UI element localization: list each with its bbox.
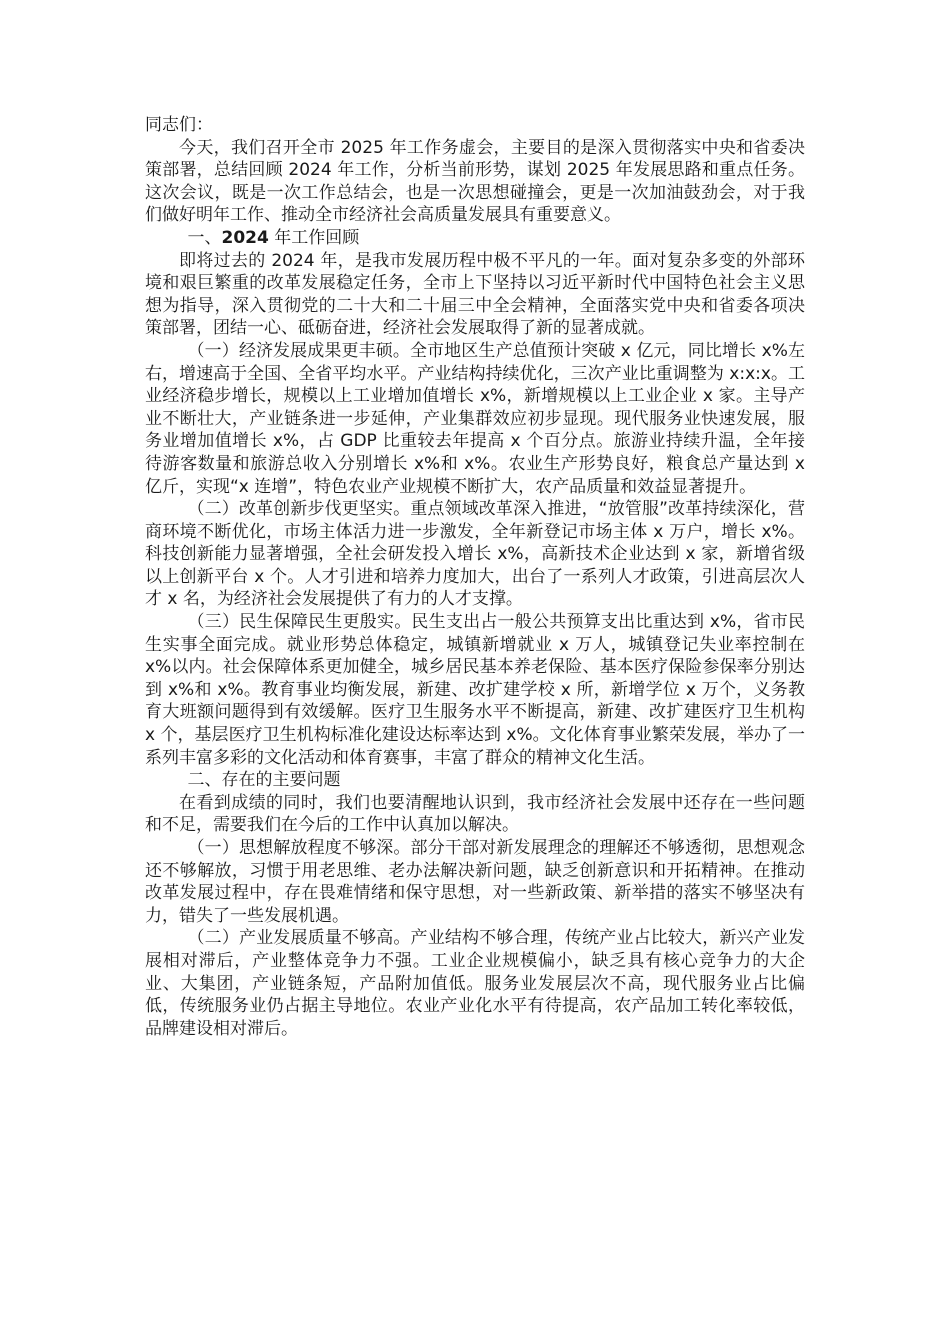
section-2-item-1: （一）思想解放程度不够深。部分干部对新发展理念的理解还不够透彻，思想观念还不够解放，习惯于用老思维、老办法解决新问题，缺乏创新意识和开拓精神。在推动改革发展过程中，存在畏难情绪和保守思想，对一些新政策、新举措的落实不够坚决有力，错失了一些发展机遇。 <box>145 838 805 926</box>
section-heading-1 <box>145 227 805 250</box>
section-1-item-3: （三）民生保障民生更殷实。民生支出占一般公共预算支出比重达到 x%，省市民生实事全面完成。就业形势总体稳定，城镇新增就业 x 万人，城镇登记失业率控制在 x%以内。社会保障体系更加健全，城乡居民基本养老保险、基本医疗保险参保率分别达到 x%和 x%。教育事业均衡发展，新建、改扩建学校 x 所，新增学位 x 万个，义务教育大班额问题得到有效缓解。医疗卫生服务水平不断提高，新建、改扩建医疗卫生机构 x 个，基层医疗卫生机构标准化建设达标率达到 x%。文化体育事业繁荣发展，举办了一系列丰富多彩的文化活动和体育赛事，丰富了群众的精神文化生活。 <box>145 612 805 768</box>
section-heading-1-prefix: 一、 <box>187 227 222 248</box>
intro-paragraph: 今天，我们召开全市 2025 年工作务虚会，主要目的是深入贯彻落实中央和省委决策部署，总结回顾 2024 年工作，分析当前形势，谋划 2025 年发展思路和重点任务。这次会议，既是一次工作总结会，也是一次思想碰撞会，更是一次加油鼓劲会，对于我们做好明年工作、推动全市经济社会高质量发展具有重要意义。 <box>145 137 805 226</box>
section-1-item-2: （二）改革创新步伐更坚实。重点领域改革深入推进，“放管服”改革持续深化，营商环境不断优化，市场主体活力进一步激发，全年新登记市场主体 x 万户，增长 x%。科技创新能力显著增强，全社会研发投入增长 x%，高新技术企业达到 x 家，新增省级以上创新平台 x 个。人才引进和培养力度加大，出台了一系列人才政策，引进高层次人才 x 名，为经济社会发展提供了有力的人才支撑。 <box>145 499 805 610</box>
section-2-intro: 在看到成绩的同时，我们也要清醒地认识到，我市经济社会发展中还存在一些问题和不足，需要我们在今后的工作中认真加以解决。 <box>145 792 805 836</box>
document-body <box>145 114 805 1040</box>
section-2-item-2: （二）产业发展质量不够高。产业结构不够合理，传统产业占比较大，新兴产业发展相对滞后，产业整体竞争力不强。工业企业规模偏小，缺乏具有核心竞争力的大企业、大集团，产业链条短，产品附加值低。服务业发展层次不高，现代服务业占比偏低，传统服务业仍占据主导地位。农业产业化水平有待提高，农产品加工转化率较低，品牌建设相对滞后。 <box>145 928 805 1039</box>
section-heading-1-title: 年工作回顾 <box>268 227 360 248</box>
section-heading-1-number: 2024 <box>221 227 269 248</box>
greeting: 同志们： <box>145 115 213 135</box>
section-1-item-1: （一）经济发展成果更丰硕。全市地区生产总值预计突破 x 亿元，同比增长 x%左右，增速高于全国、全省平均水平。产业结构持续优化，三次产业比重调整为 x:x:x。工业经济稳步增长，规模以上工业增加值增长 x%，新增规模以上工业企业 x 家。主导产业不断壮大，产业链条进一步延伸，产业集群效应初步显现。现代服务业快速发展，服务业增加值增长 x%，占 GDP 比重较去年提高 x 个百分点。旅游业持续升温，全年接待游客数量和旅游总收入分别增长 x%和 x%。农业生产形势良好，粮食总产量达到 x 亿斤，实现“x 连增”，特色农业产业规模不断扩大，农产品质量和效益显著提升。 <box>145 340 805 497</box>
section-heading-2: 二、存在的主要问题 <box>187 770 341 791</box>
section-1-intro: 即将过去的 2024 年，是我市发展历程中极不平凡的一年。面对复杂多变的外部环境和艰巨繁重的改革发展稳定任务，全市上下坚持以习近平新时代中国特色社会主义思想为指导，深入贯彻党的二十大和二十届三中全会精神，全面落实党中央和省委各项决策部署，团结一心、砥砺奋进，经济社会发展取得了新的显著成就。 <box>145 250 805 339</box>
